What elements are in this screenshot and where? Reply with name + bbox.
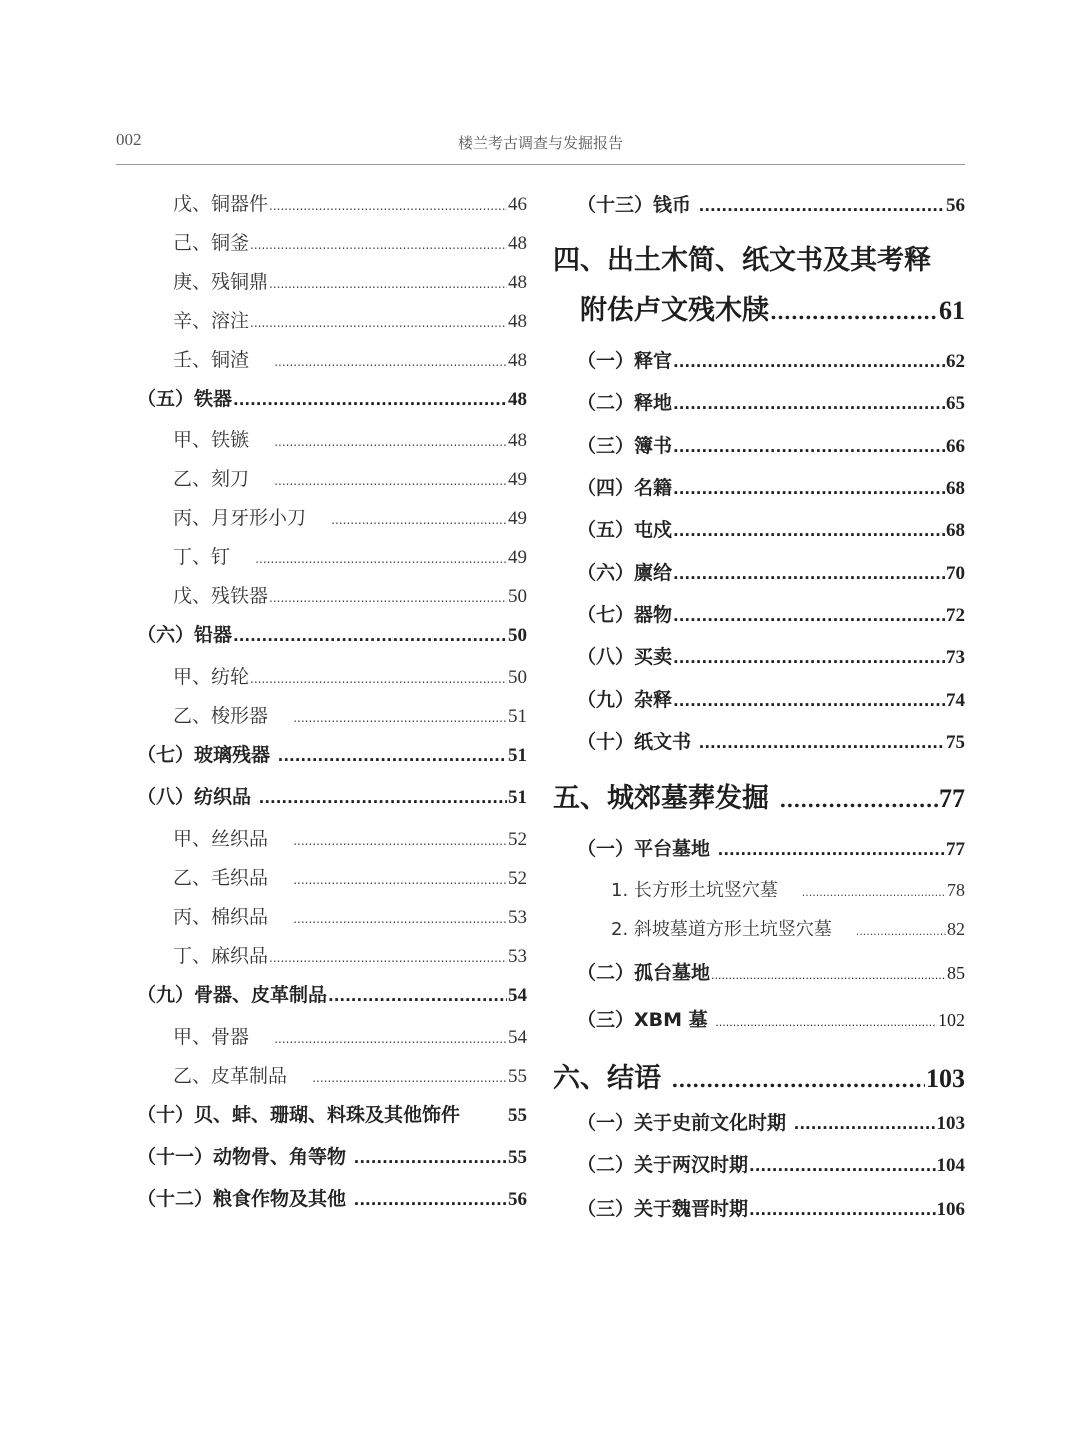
- toc-entry-page: 50: [508, 667, 527, 688]
- toc-section: [137, 782, 527, 809]
- toc-entry-page: 55: [508, 1147, 527, 1168]
- toc-section: [577, 473, 965, 500]
- leader-dots: [274, 355, 507, 369]
- toc-entry-page: 85: [947, 963, 965, 983]
- toc-entry: [173, 662, 527, 689]
- toc-entry-page: 103: [926, 1064, 965, 1093]
- toc-entry-label: （十三）钱币: [577, 194, 692, 216]
- toc-entry-page: 48: [508, 233, 527, 254]
- toc-entry-label: （三）关于魏晋时期: [577, 1198, 749, 1220]
- toc-entry-page: 68: [946, 478, 965, 499]
- toc-entry: [611, 876, 965, 902]
- leader-dots: [699, 734, 945, 752]
- toc-chapter: [580, 288, 965, 327]
- toc-entry-label: （二）孤台墓地: [577, 962, 711, 984]
- leader-dots: [233, 391, 507, 409]
- toc-section: [577, 515, 965, 542]
- toc-entry: [173, 863, 527, 890]
- toc-section: [577, 1194, 965, 1221]
- toc-section: [577, 642, 965, 669]
- toc-entry-page: 102: [938, 1010, 965, 1030]
- toc-section: [137, 620, 527, 647]
- toc-entry-label: 己、铜釜: [173, 232, 250, 254]
- toc-entry-label: （十二）粮食作物及其他: [137, 1188, 347, 1210]
- leader-dots: [673, 522, 945, 540]
- toc-entry-page: 62: [946, 351, 965, 372]
- toc-section: [577, 958, 965, 985]
- toc-entry-label: 附佉卢文残木牍: [580, 295, 769, 326]
- toc-entry-label: 乙、皮革制品: [173, 1065, 288, 1087]
- toc-entry-page: 106: [936, 1199, 965, 1220]
- toc-entry-page: 49: [508, 508, 527, 529]
- toc-entry-label: 辛、溶注: [173, 310, 250, 332]
- toc-entry-page: 49: [508, 547, 527, 568]
- leader-dots: [673, 480, 945, 498]
- toc-entry-page: 49: [508, 469, 527, 490]
- page-number: 002: [116, 130, 142, 149]
- toc-entry-page: 53: [508, 907, 527, 928]
- toc-entry-label: 2. 斜坡墓道方形土坑竖穴墓: [611, 919, 832, 940]
- toc-entry-label: 乙、刻刀: [173, 468, 250, 490]
- toc-chapter: [553, 238, 965, 277]
- toc-entry-label: （五）屯戍: [577, 519, 673, 541]
- toc-entry: [173, 189, 527, 216]
- toc-entry-label: （二）关于两汉时期: [577, 1154, 749, 1176]
- toc-section: [137, 384, 527, 411]
- toc-entry-label: 丁、钉: [173, 546, 231, 568]
- toc-section: [577, 190, 965, 217]
- leader-dots: [802, 886, 946, 899]
- leader-dots: [274, 435, 507, 449]
- toc-entry-page: 68: [946, 520, 965, 541]
- toc-entry-label: （二）释地: [577, 392, 673, 414]
- toc-entry-label: 戊、残铁器: [173, 585, 269, 607]
- toc-entry-page: 70: [946, 563, 965, 584]
- toc-section: [137, 740, 527, 767]
- toc-entry-page: 48: [508, 311, 527, 332]
- toc-entry-page: 48: [508, 430, 527, 451]
- toc-entry-label: （一）平台墓地: [577, 838, 711, 860]
- leader-dots: [269, 199, 507, 213]
- leader-dots: [250, 238, 507, 252]
- toc-entry: [173, 581, 527, 608]
- leader-dots: [293, 711, 507, 725]
- toc-entry-page: 52: [508, 868, 527, 889]
- toc-entry-label: （三）簿书: [577, 435, 673, 457]
- toc-section: [577, 600, 965, 627]
- toc-entry-label: 1. 长方形土坑竖穴墓: [611, 880, 778, 901]
- toc-section: [577, 1005, 965, 1032]
- leader-dots: [671, 1068, 925, 1092]
- leader-dots: [749, 1201, 935, 1219]
- toc-entry-page: 82: [947, 919, 965, 939]
- toc-entry: [173, 701, 527, 728]
- toc-entry-page: 48: [508, 272, 527, 293]
- toc-entry-label: （一）释官: [577, 350, 673, 372]
- toc-entry-page: 56: [508, 1189, 527, 1210]
- toc-entry-label: （一）关于史前文化时期: [577, 1112, 787, 1134]
- toc-entry-page: 78: [947, 880, 965, 900]
- book-title: 楼兰考古调查与发掘报告: [457, 134, 623, 152]
- toc-section: [577, 834, 965, 861]
- toc-entry-page: 104: [936, 1155, 965, 1176]
- toc-section: [577, 1150, 965, 1177]
- toc-entry: [173, 941, 527, 968]
- toc-entry-page: 55: [508, 1105, 527, 1126]
- toc-entry-label: 甲、丝织品: [173, 828, 269, 850]
- toc-entry-label: 丙、月牙形小刀: [173, 507, 307, 529]
- toc-entry-page: 66: [946, 436, 965, 457]
- toc-entry-page: 77: [946, 839, 965, 860]
- leader-dots: [269, 591, 507, 605]
- toc-entry-page: 56: [946, 195, 965, 216]
- toc-entry-page: 55: [508, 1066, 527, 1087]
- toc-section: [577, 727, 965, 754]
- leader-dots: [293, 873, 507, 887]
- leader-dots: [354, 1191, 507, 1209]
- leader-dots: [673, 565, 945, 583]
- leader-dots: [269, 277, 507, 291]
- leader-dots: [673, 353, 945, 371]
- toc-entry: [173, 228, 527, 255]
- toc-entry-label: 乙、毛织品: [173, 867, 269, 889]
- leader-dots: [770, 300, 938, 324]
- toc-entry: [173, 425, 527, 452]
- toc-entry-label: （五）铁器: [137, 388, 233, 410]
- toc-entry-label: 丙、棉织品: [173, 906, 269, 928]
- toc-section: [577, 685, 965, 712]
- leader-dots: [312, 1071, 507, 1085]
- toc-section: [137, 1100, 527, 1127]
- leader-dots: [673, 649, 945, 667]
- leader-dots: [278, 747, 507, 765]
- toc-entry: [611, 915, 965, 941]
- toc-chapter: [553, 776, 965, 815]
- toc-entry-page: 51: [508, 706, 527, 727]
- leader-dots: [328, 987, 507, 1005]
- leader-dots: [255, 552, 507, 566]
- toc-section: [577, 1108, 965, 1135]
- toc-entry-label: 甲、骨器: [173, 1026, 250, 1048]
- toc-section: [577, 431, 965, 458]
- leader-dots: [779, 788, 938, 812]
- toc-entry-page: 46: [508, 194, 527, 215]
- toc-entry-page: 61: [939, 296, 965, 325]
- toc-entry-label: （三）XBM 墓: [577, 1009, 708, 1031]
- toc-entry-label: （九）骨器、皮革制品: [137, 984, 328, 1006]
- toc-entry-page: 50: [508, 625, 527, 646]
- leader-dots: [274, 1032, 507, 1046]
- toc-entry-page: 54: [508, 985, 527, 1006]
- toc-entry-label: （八）买卖: [577, 646, 673, 668]
- leader-dots: [274, 474, 507, 488]
- toc-entry-page: 103: [936, 1113, 965, 1134]
- toc-entry-page: 52: [508, 829, 527, 850]
- toc-entry-label: 壬、铜渣: [173, 349, 250, 371]
- toc-entry: [173, 1061, 527, 1088]
- toc-section: [577, 346, 965, 373]
- toc-entry: [173, 464, 527, 491]
- toc-entry-page: 77: [939, 784, 965, 813]
- toc-entry: [173, 902, 527, 929]
- toc-entry-page: 75: [946, 732, 965, 753]
- toc-chapter-title: 六、结语: [553, 1063, 661, 1094]
- leader-dots: [856, 925, 946, 938]
- leader-dots: [673, 692, 945, 710]
- toc-section: [577, 558, 965, 585]
- toc-entry: [173, 267, 527, 294]
- leader-dots: [331, 513, 507, 527]
- leader-dots: [269, 951, 507, 965]
- toc-entry-page: 51: [508, 745, 527, 766]
- toc-entry-page: 65: [946, 393, 965, 414]
- leader-dots: [673, 438, 945, 456]
- toc-entry: [173, 503, 527, 530]
- toc-entry-page: 74: [946, 690, 965, 711]
- leader-dots: [673, 395, 945, 413]
- leader-dots: [233, 627, 507, 645]
- toc-entry-page: 54: [508, 1027, 527, 1048]
- toc-entry-label: （十）纸文书: [577, 731, 692, 753]
- toc-entry: [173, 824, 527, 851]
- running-header: [116, 130, 965, 165]
- toc-entry-page: 48: [508, 350, 527, 371]
- leader-dots: [250, 316, 507, 330]
- toc-entry-label: （六）铅器: [137, 624, 233, 646]
- leader-dots: [354, 1149, 507, 1167]
- toc-entry-page: 51: [508, 787, 527, 808]
- toc-entry-page: 50: [508, 586, 527, 607]
- toc-section: [137, 1184, 527, 1211]
- toc-entry-label: （十一）动物骨、角等物: [137, 1146, 347, 1168]
- toc-chapter-title: 四、出土木简、纸文书及其考释: [553, 245, 931, 276]
- toc-entry-label: 甲、纺轮: [173, 666, 250, 688]
- leader-dots: [293, 834, 507, 848]
- toc-entry-page: 73: [946, 647, 965, 668]
- leader-dots: [699, 197, 945, 215]
- leader-dots: [673, 607, 945, 625]
- toc-entry-label: （六）廪给: [577, 562, 673, 584]
- toc-chapter-title: 五、城郊墓葬发掘: [553, 783, 769, 814]
- toc-entry-label: （四）名籍: [577, 477, 673, 499]
- toc-entry-label: （八）纺织品: [137, 786, 252, 808]
- toc-entry-label: （七）器物: [577, 604, 673, 626]
- toc-entry-label: （七）玻璃残器: [137, 744, 271, 766]
- leader-dots: [711, 969, 946, 982]
- toc-entry-page: 48: [508, 389, 527, 410]
- leader-dots: [250, 672, 507, 686]
- leader-dots: [749, 1157, 935, 1175]
- toc-entry: [173, 306, 527, 333]
- toc-entry-label: （九）杂释: [577, 689, 673, 711]
- toc-section: [137, 980, 527, 1007]
- toc-entry-label: 乙、梭形器: [173, 705, 269, 727]
- toc-entry: [173, 542, 527, 569]
- toc-section: [137, 1142, 527, 1169]
- leader-dots: [259, 789, 507, 807]
- toc-entry-label: 戊、铜器件: [173, 193, 269, 215]
- toc-entry: [173, 1022, 527, 1049]
- toc-entry-label: 丁、麻织品: [173, 945, 269, 967]
- toc-entry-page: 72: [946, 605, 965, 626]
- toc-section: [577, 388, 965, 415]
- leader-dots: [715, 1016, 937, 1029]
- toc-chapter: [553, 1056, 965, 1095]
- toc-entry: [173, 345, 527, 372]
- toc-entry-label: 甲、铁镞: [173, 429, 250, 451]
- leader-dots: [718, 841, 945, 859]
- toc-entry-page: 53: [508, 946, 527, 967]
- toc-entry-label: 庚、残铜鼎: [173, 271, 269, 293]
- leader-dots: [293, 912, 507, 926]
- toc-entry-label: （十）贝、蚌、珊瑚、料珠及其他饰件: [137, 1104, 461, 1126]
- leader-dots: [794, 1115, 936, 1133]
